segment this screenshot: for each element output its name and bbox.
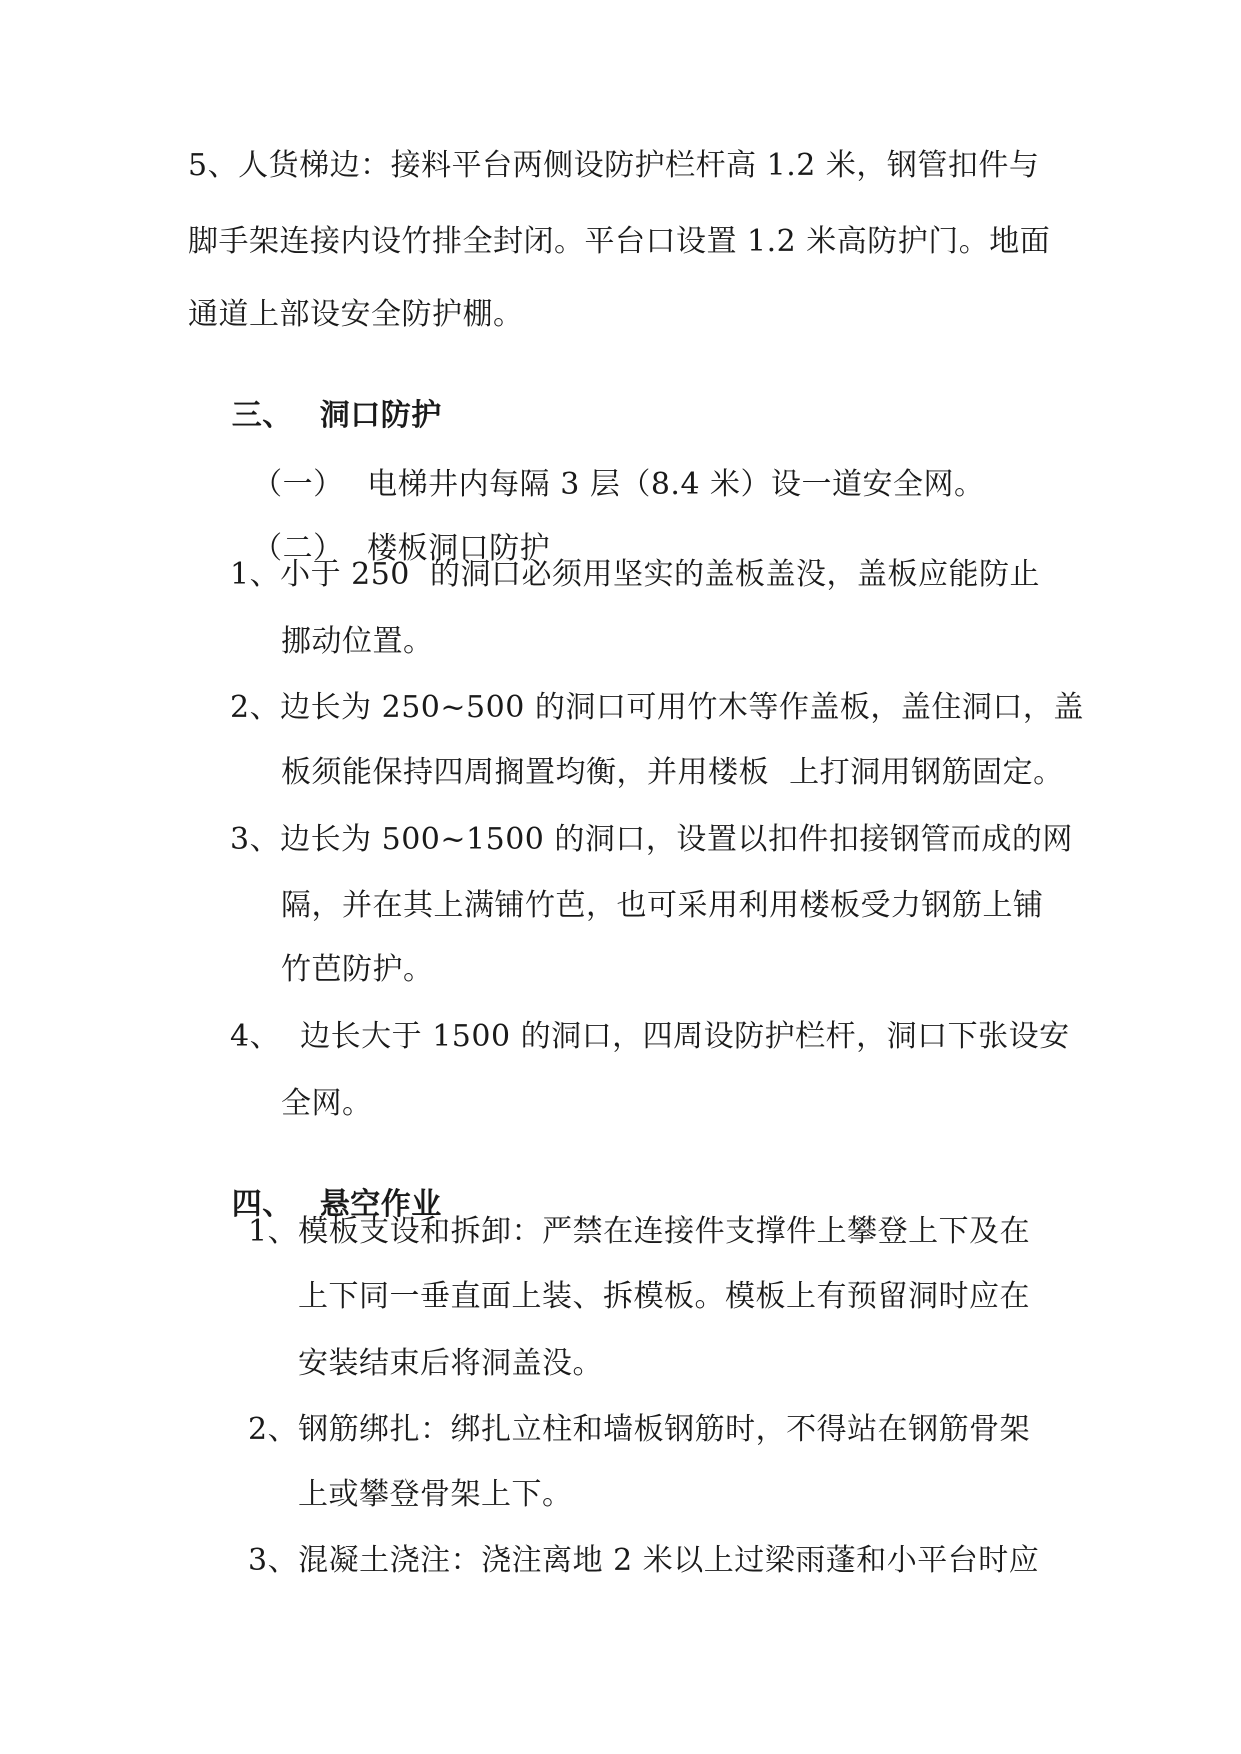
list-item-line: 2、边长为 250~500 的洞口可用竹木等作盖板，盖住洞口，盖	[230, 690, 1084, 725]
subsection-number: （一）	[252, 467, 344, 502]
section-title: 洞口防护	[319, 398, 442, 433]
list-item-line: 竹芭防护。	[281, 952, 434, 987]
section-number: 四、	[231, 1187, 293, 1222]
list-item-line: 安装结束后将洞盖没。	[298, 1346, 603, 1381]
list-item-line: 隔，并在其上满铺竹芭，也可采用利用楼板受力钢筋上铺	[281, 888, 1044, 923]
paragraph-line: 5、人货梯边：接料平台两侧设防护栏杆高 1.2 米，钢管扣件与	[188, 148, 1040, 183]
list-item-line: 4、 边长大于 1500 的洞口，四周设防护栏杆，洞口下张设安	[230, 1019, 1070, 1054]
list-item-line: 上下同一垂直面上装、拆模板。模板上有预留洞时应在	[298, 1279, 1030, 1314]
subsection-text: 电梯井内每隔 3 层（8.4 米）设一道安全网。	[367, 467, 985, 502]
subsection-text: 楼板洞口防护	[367, 531, 551, 566]
section-title: 悬空作业	[319, 1187, 442, 1222]
section-number: 三、	[231, 398, 293, 433]
list-item-line: 1、小于 250 的洞口必须用坚实的盖板盖没，盖板应能防止	[230, 557, 1040, 592]
list-item-line: 2、钢筋绑扎：绑扎立柱和墙板钢筋时，不得站在钢筋骨架	[248, 1412, 1031, 1447]
subsection-number: （二）	[252, 531, 344, 566]
list-item-line: 3、混凝土浇注：浇注离地 2 米以上过梁雨蓬和小平台时应	[248, 1543, 1040, 1578]
list-item-line: 全网。	[281, 1086, 373, 1121]
paragraph-line: 通道上部设安全防护棚。	[188, 297, 524, 332]
list-item-line: 3、边长为 500~1500 的洞口，设置以扣件扣接钢管而成的网	[230, 822, 1073, 857]
list-item-line: 1、模板支设和拆卸：严禁在连接件支撑件上攀登上下及在	[248, 1214, 1031, 1249]
list-item-line: 挪动位置。	[281, 624, 434, 659]
list-item-line: 上或攀登骨架上下。	[298, 1477, 573, 1512]
paragraph-line: 脚手架连接内设竹排全封闭。平台口设置 1.2 米高防护门。地面	[188, 224, 1051, 259]
list-item-line: 板须能保持四周搁置均衡，并用楼板 上打洞用钢筋固定。	[281, 755, 1064, 790]
